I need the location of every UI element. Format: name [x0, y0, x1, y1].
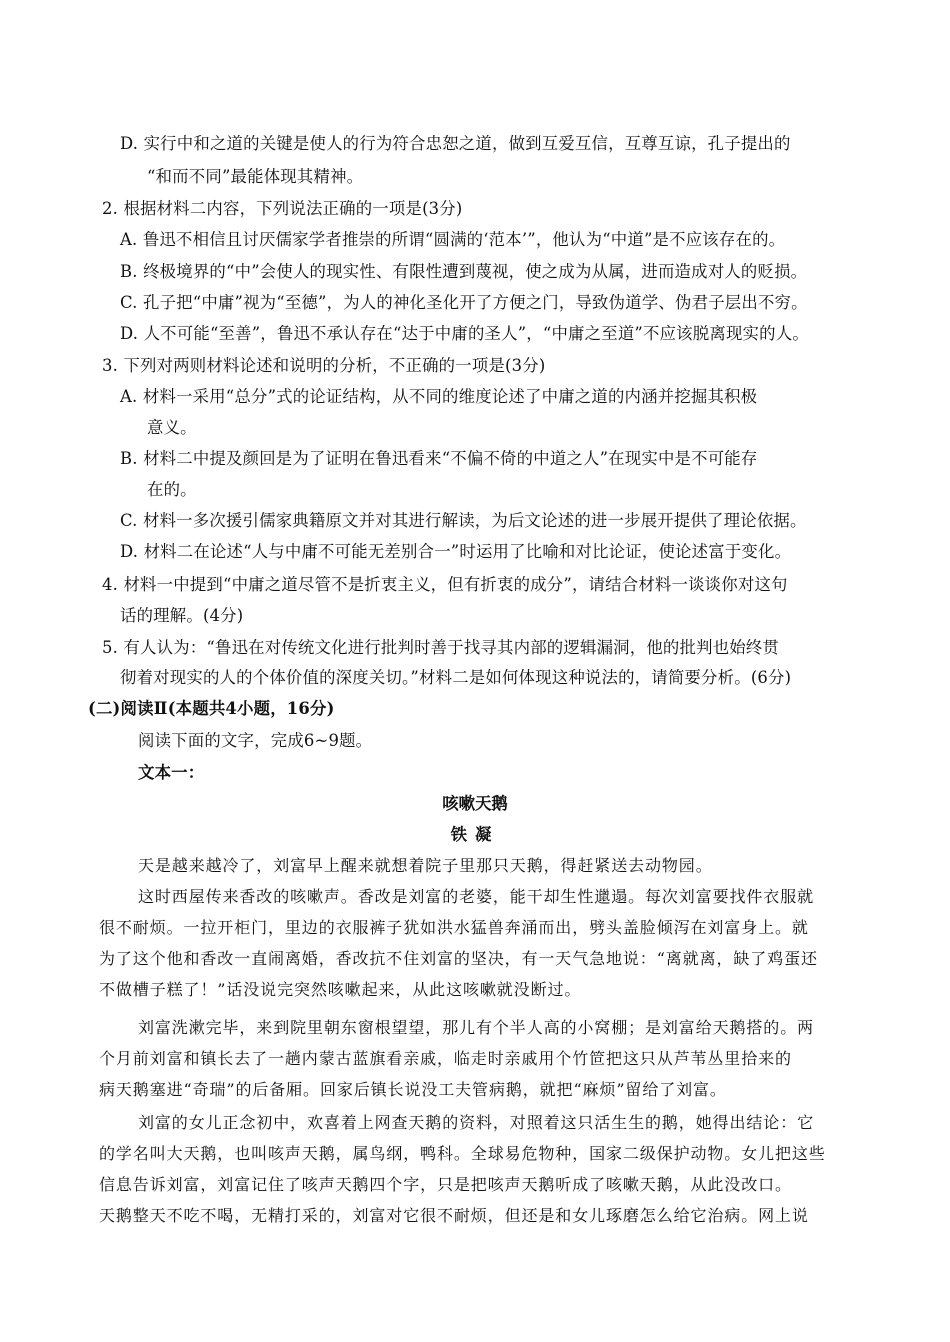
section2-heading: (二)阅读Ⅱ(本题共4小题，16分) — [88, 699, 335, 718]
text-one-label: 文本一： — [138, 763, 205, 782]
q3-option-a-line1: A. 材料一采用“总分”式的论证结构，从不同的维度论述了中庸之道的内涵并挖掘其积极 — [120, 387, 758, 406]
story-line: 为了这个他和香改一直闹离婚，香改抗不住刘富的坚决，有一天气急地说：“离就离，缺了鸡蛋还 — [99, 949, 818, 968]
q3-option-d: D. 材料二在论述“人与中庸不可能无差别合一”时运用了比喻和对比论证，使论述富于变化。 — [120, 542, 792, 561]
section2-instruction: 阅读下面的文字，完成6~9题。 — [138, 731, 373, 750]
q3-stem: 3. 下列对两则材料论述和说明的分析，不正确的一项是(3分) — [102, 356, 546, 375]
q2-option-a: A. 鲁迅不相信且讨厌儒家学者推崇的所谓“圆满的‘范本’”，他认为“中道”是不应该存在的。 — [120, 230, 786, 249]
q1-option-d-line2: “和而不同”最能体现其精神。 — [147, 167, 364, 186]
story-line: 天是越来越冷了，刘富早上醒来就想着院子里那只天鹅，得赶紧送去动物园。 — [138, 856, 713, 875]
story-line: 不做槽子糕了！”话没说完突然咳嗽起来，从此这咳嗽就没断过。 — [99, 980, 582, 999]
story-line: 病天鹅塞进“奇瑞”的后备厢。回家后镇长说没工夫管病鹅，就把“麻烦”留给了刘富。 — [99, 1080, 727, 1099]
q2-option-b: B. 终极境界的“中”会使人的现实性、有限性遭到蔑视，使之成为从属，进而造成对人的贬损。 — [120, 262, 808, 281]
story-line: 刘富的女儿正念初中，欢喜着上网查天鹅的资料，对照着这只活生生的鹅，她得出结论：它 — [138, 1113, 815, 1132]
q5-line2: 彻着对现实的人的个体价值的深度关切。”材料二是如何体现这种说法的，请简要分析。(6分) — [120, 668, 792, 687]
q5-line1: 5. 有人认为：“鲁迅在对传统文化进行批判时善于找寻其内部的逻辑漏洞，他的批判也始终贯 — [102, 638, 780, 657]
q3-option-b-line1: B. 材料二中提及颜回是为了证明在鲁迅看来“不偏不倚的中道之人”在现实中是不可能存 — [120, 449, 758, 468]
q4-line1: 4. 材料一中提到“中庸之道尽管不是折衷主义，但有折衷的成分”，请结合材料一谈谈你对这句 — [102, 575, 788, 594]
q2-option-c: C. 孔子把“中庸”视为“至德”，为人的神化圣化开了方便之门，导致伪道学、伪君子层出不穷。 — [120, 293, 808, 312]
story-title: 咳嗽天鹅 — [442, 794, 508, 813]
story-line: 这时西屋传来香改的咳嗽声。香改是刘富的老婆，能干却生性邋遢。每次刘富要找件衣服就 — [138, 887, 815, 906]
story-author: 铁凝 — [450, 825, 500, 844]
q3-option-c: C. 材料一多次援引儒家典籍原文并对其进行解读，为后文论述的进一步展开提供了理论依据。 — [120, 511, 807, 530]
story-line: 刘富洗漱完毕，来到院里朝东窗根望望，那儿有个半人高的小窝棚；是刘富给天鹅搭的。两 — [138, 1018, 815, 1037]
story-line: 的学名叫大天鹅，也叫咳声天鹅，属鸟纲，鸭科。全球易危物种，国家二级保护动物。女儿把这些 — [99, 1144, 826, 1163]
q2-option-d: D. 人不可能“至善”，鲁迅不承认存在“达于中庸的圣人”，“中庸之至道”不应该脱离现实的人。 — [120, 324, 809, 343]
q1-option-d-line1: D. 实行中和之道的关键是使人的行为符合忠恕之道，做到互爱互信，互尊互谅，孔子提出的 — [120, 134, 791, 153]
q3-option-a-line2: 意义。 — [147, 418, 197, 437]
q3-option-b-line2: 在的。 — [147, 480, 197, 499]
q2-stem: 2. 根据材料二内容，下列说法正确的一项是(3分) — [102, 199, 463, 218]
story-line: 天鹅整天不吃不喝，无精打采的，刘富对它很不耐烦，但还是和女儿琢磨怎么给它治病。网上说 — [99, 1206, 809, 1225]
q4-line2: 话的理解。(4分) — [120, 606, 244, 625]
story-line: 很不耐烦。一拉开柜门，里边的衣服裤子犹如洪水猛兽奔涌而出，劈头盖脸倾泻在刘富身上。就 — [99, 918, 809, 937]
story-line: 个月前刘富和镇长去了一趟内蒙古蓝旗看亲戚，临走时亲戚用个竹笸把这只从芦苇丛里拾来的 — [99, 1049, 792, 1068]
story-line: 信息告诉刘富，刘富记住了咳声天鹅四个字，只是把咳声天鹅听成了咳嗽天鹅，从此没改口。 — [99, 1175, 792, 1194]
